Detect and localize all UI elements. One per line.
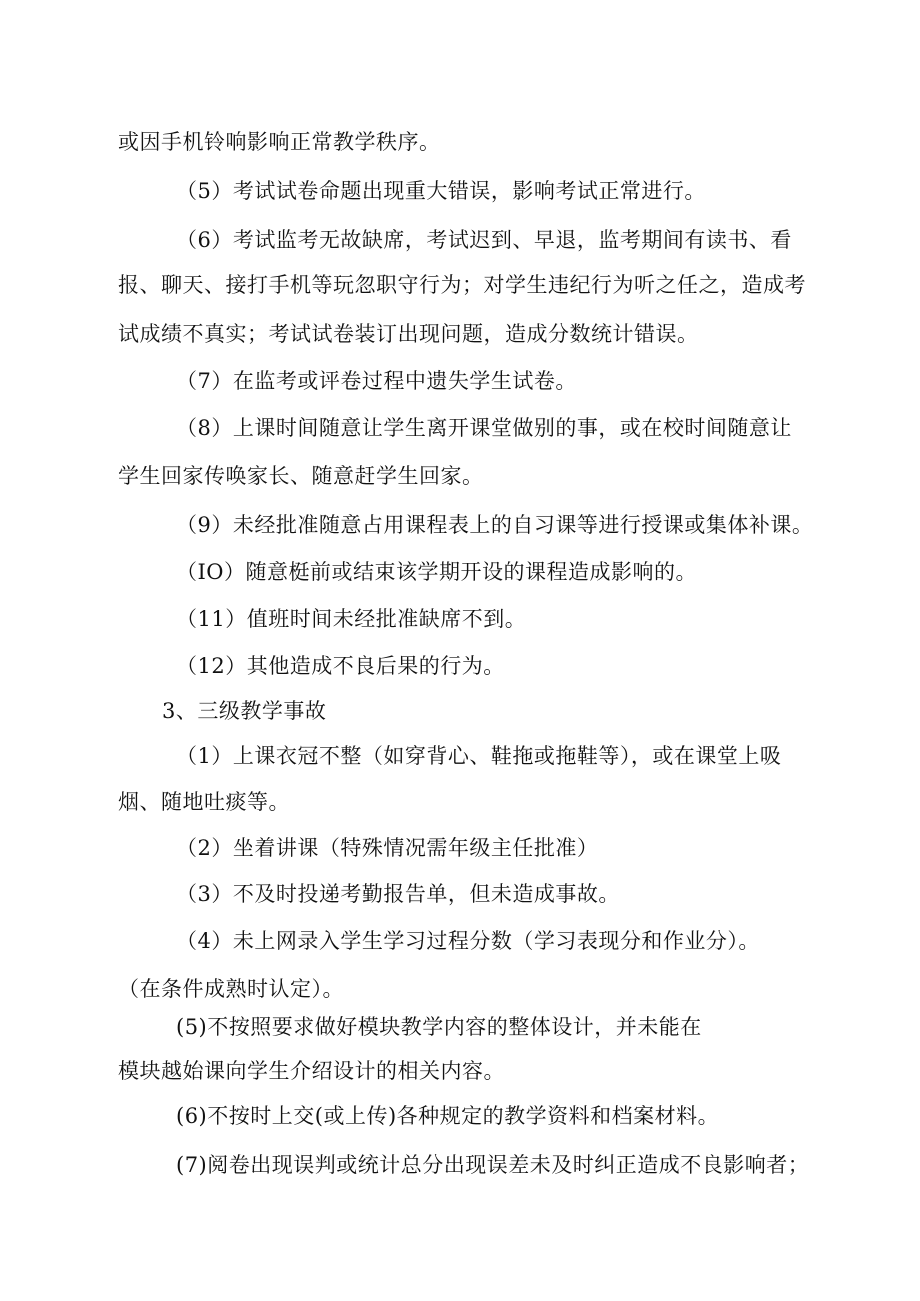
- text-line: （7）在监考或评卷过程中遗失学生试卷。: [176, 369, 577, 393]
- text-line: 报、聊天、接打手机等玩忽职守行为；对学生违纪行为听之任之，造成考: [118, 273, 806, 297]
- text-line: （1）上课衣冠不整（如穿背心、鞋拖或拖鞋等），或在课堂上吸: [176, 744, 782, 768]
- text-line: （11）值班时间未经批准缺席不到。: [176, 607, 527, 631]
- text-line: (5)不按照要求做好模块教学内容的整体设计，并未能在: [176, 1015, 702, 1039]
- text-line: （5）考试试卷命题出现重大错误，影响考试正常进行。: [176, 179, 706, 203]
- text-line: (6)不按时上交(或上传)各种规定的教学资料和档案材料。: [176, 1104, 720, 1128]
- text-line: （4）未上网录入学生学习过程分数（学习表现分和作业分）。: [176, 929, 760, 953]
- section-heading: 3、三级教学事故: [162, 699, 327, 723]
- text-line: （IO）随意梃前或结束该学期开设的课程造成影响的。: [176, 560, 698, 584]
- text-line: 试成绩不真实；考试试卷装订出现问题，造成分数统计错误。: [118, 322, 699, 346]
- text-line: 或因手机铃响影响正常教学秩序。: [118, 130, 441, 154]
- text-line: （8）上课时间随意让学生离开课堂做别的事，或在校时间随意让: [176, 416, 792, 440]
- text-line: （在条件成熟时认定）。: [118, 977, 344, 1001]
- text-line: (7)阅卷出现误判或统计总分出现误差未及时纠正造成不良影响者；: [176, 1153, 810, 1177]
- text-line: （6）考试监考无故缺席，考试迟到、早退，监考期间有读书、看: [176, 228, 792, 252]
- text-line: （12）其他造成不良后果的行为。: [176, 654, 505, 678]
- text-line: （2）坐着讲课（特殊情况需年级主任批准）: [176, 836, 599, 860]
- text-line: 烟、随地吐痰等。: [118, 790, 290, 814]
- text-line: （3）不及时投递考勤报告单，但未造成事故。: [176, 882, 620, 906]
- text-line: 模块越始课向学生介绍设计的相关内容。: [118, 1059, 505, 1083]
- text-line: 学生回家传唤家长、随意赶学生回家。: [118, 464, 484, 488]
- text-line: （9）未经批准随意占用课程表上的自习课等进行授课或集体补课。: [176, 513, 814, 537]
